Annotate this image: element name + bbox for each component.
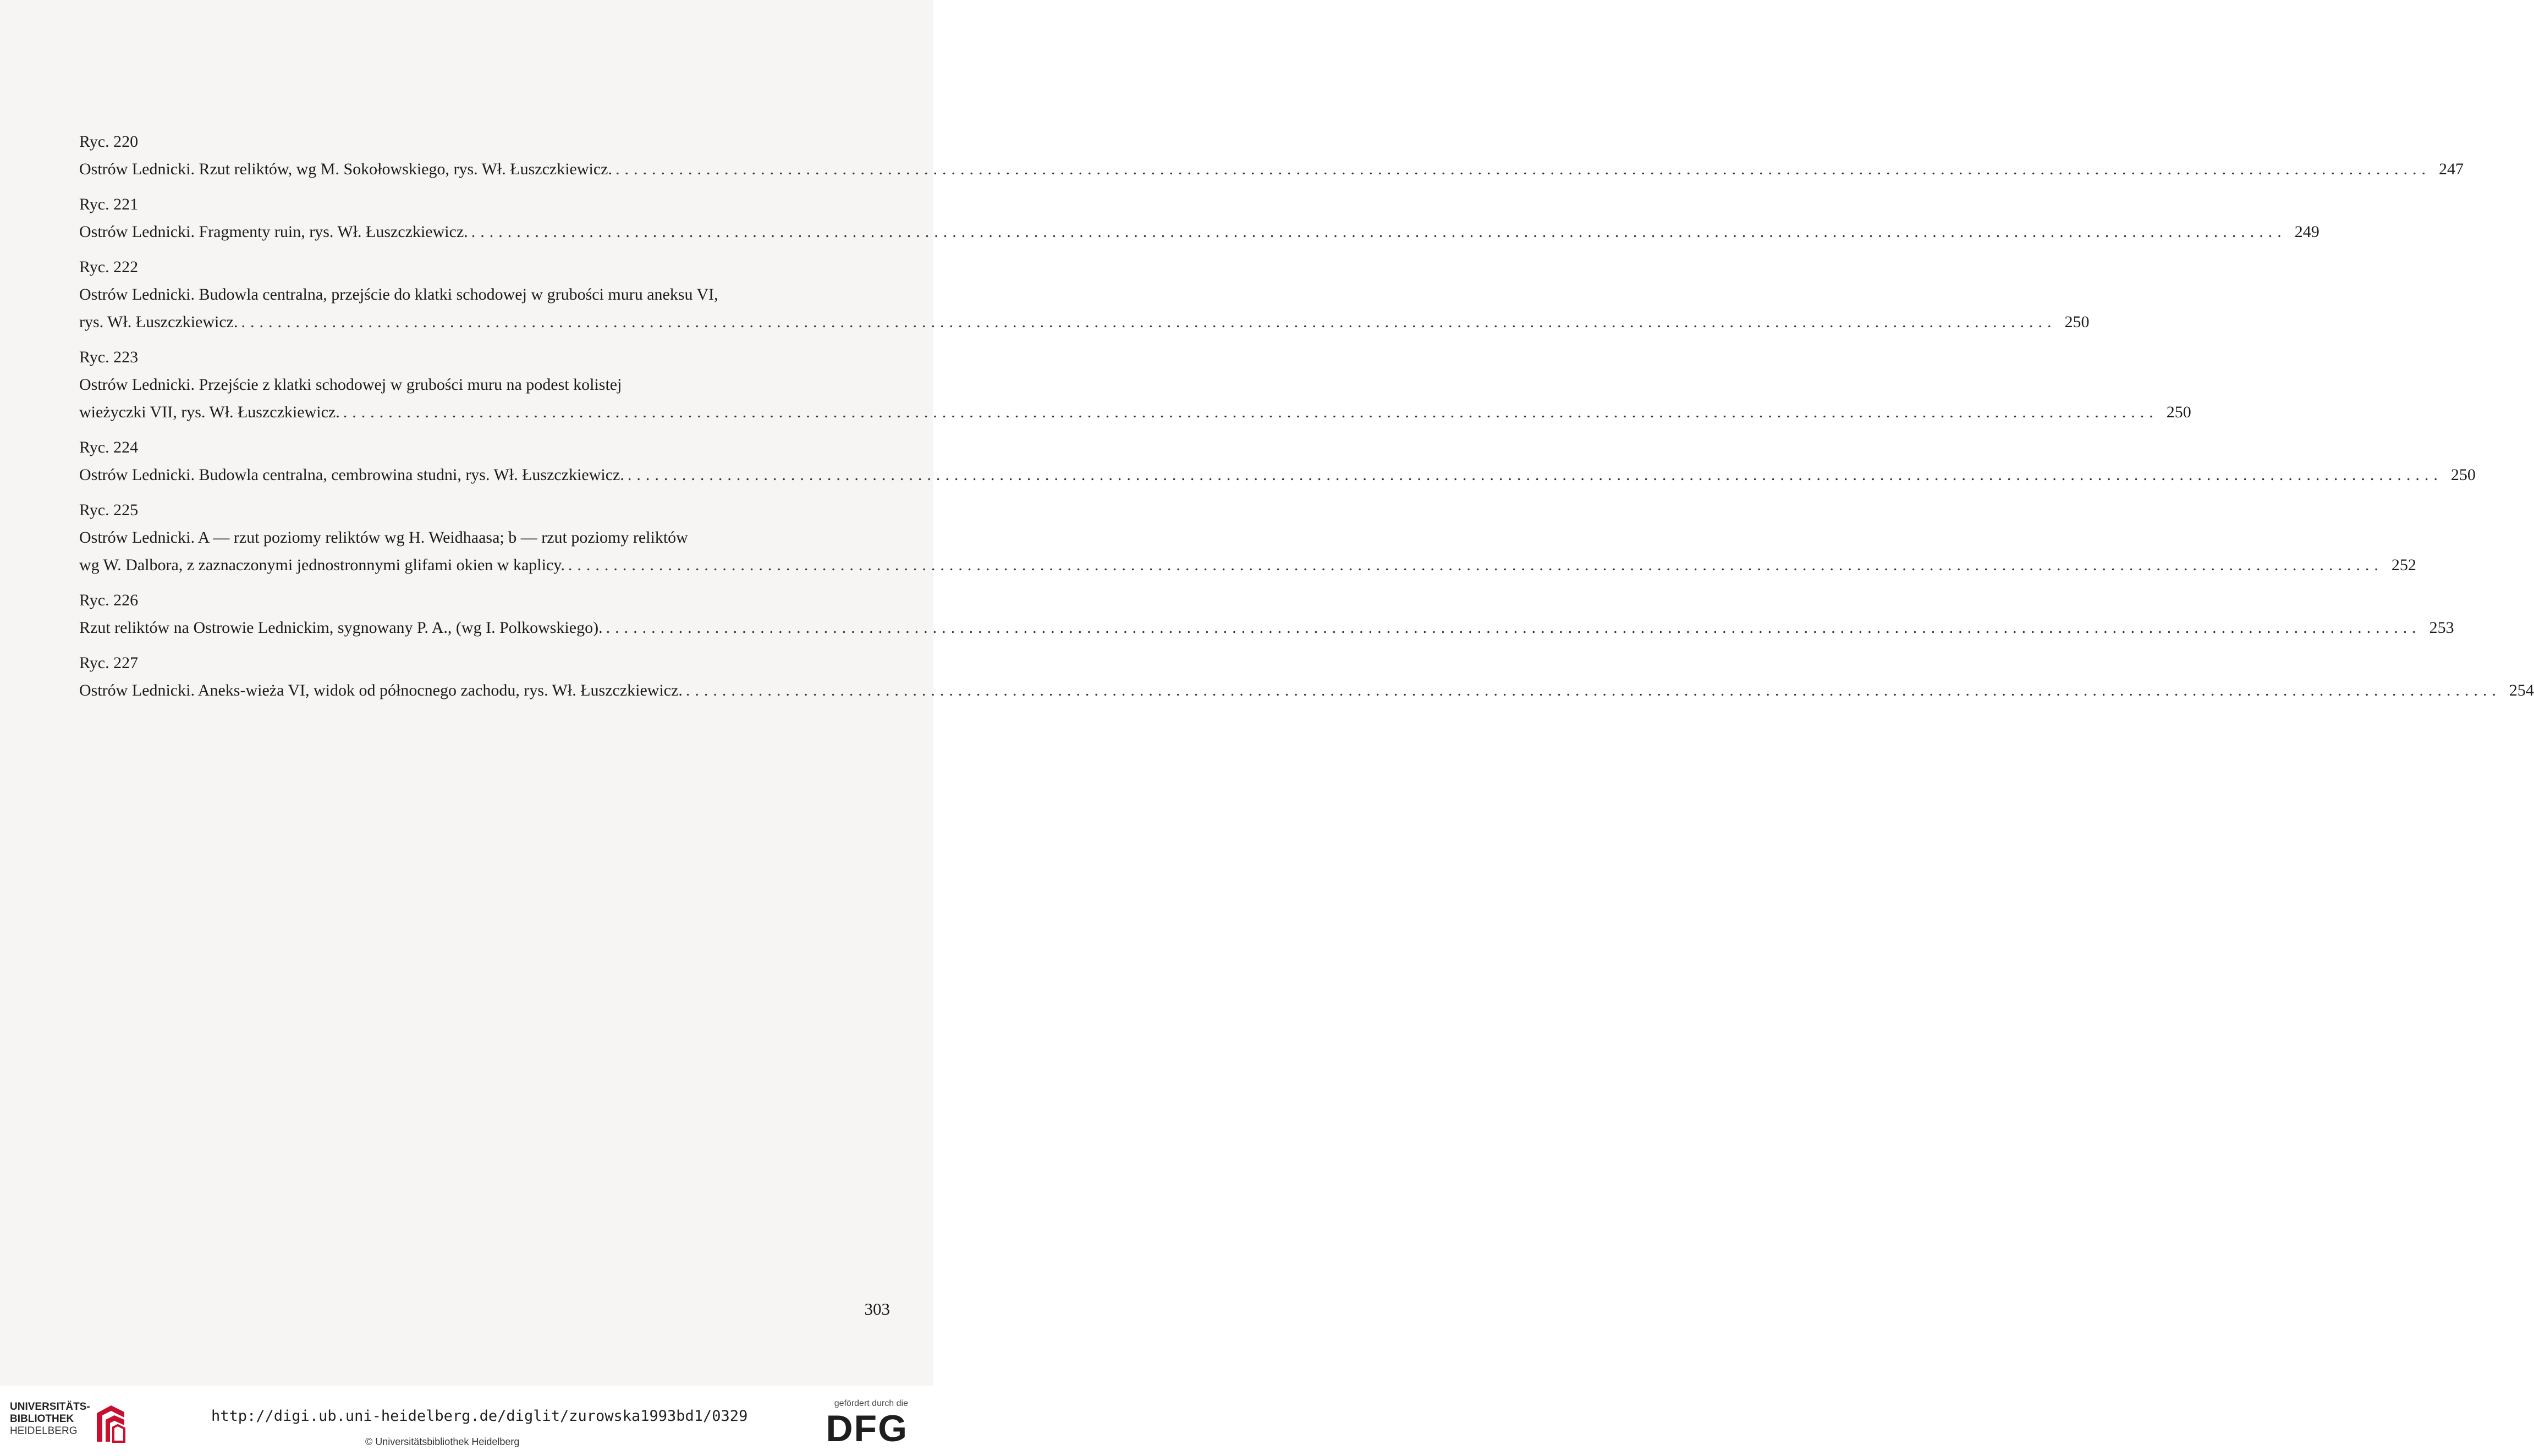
caption-entry: [79, 587, 2454, 642]
caption-text: Ostrów Lednicki. Rzut reliktów, wg M. Sokołowskiego, rys. Wł. Łuszczkiewicz.: [79, 160, 612, 178]
caption-line: [79, 524, 897, 551]
permalink-url[interactable]: http://digi.ub.uni-heidelberg.de/diglit/zurowska1993bd1/0329: [211, 1408, 748, 1425]
caption-entry: [79, 128, 2464, 183]
caption-entry: [79, 434, 2476, 489]
caption-page-ref: 249: [2294, 223, 2319, 241]
caption-text: Ostrów Lednicki. Budowla centralna, przejście do klatki schodowej w grubości muru aneksu VI,: [79, 285, 718, 304]
caption-entry: [79, 191, 2319, 246]
dot-leader: ........................................................................................................................................................................................................: [471, 223, 2286, 241]
library-mark-icon: [95, 1403, 127, 1443]
dot-leader: ........................................................................................................................................................................................................: [241, 313, 2057, 331]
caption-line: [79, 461, 2476, 489]
caption-text: Ostrów Lednicki. Fragmenty ruin, rys. Wł. Łuszczkiewicz.: [79, 223, 468, 241]
library-name-line2: BIBLIOTHEK: [10, 1413, 74, 1425]
figure-number: Ryc. 221: [79, 195, 139, 213]
figure-number: Ryc. 222: [79, 258, 139, 276]
figure-number: Ryc. 227: [79, 654, 139, 672]
figure-number: Ryc. 220: [79, 133, 139, 151]
university-library-logo: [10, 1401, 90, 1437]
caption-text: wg W. Dalbora, z zaznaczonymi jednostronnymi glifami okien w kaplicy.: [79, 556, 565, 574]
figure-number: Ryc. 226: [79, 591, 139, 609]
caption-line: [79, 371, 897, 399]
caption-page-ref: 252: [2391, 556, 2416, 574]
digitization-footer: [0, 1386, 933, 1456]
caption-entry: [79, 497, 2416, 579]
caption-text: Ostrów Lednicki. Aneks-wieża VI, widok od północnego zachodu, rys. Wł. Łuszczkiewicz.: [79, 681, 683, 699]
library-name-line1: UNIVERSITÄTS-: [10, 1401, 90, 1413]
caption-text: rys. Wł. Łuszczkiewicz.: [79, 313, 238, 331]
caption-line: [79, 614, 2454, 642]
dot-leader: ........................................................................................................................................................................................................: [606, 619, 2421, 637]
dfg-caption: gefördert durch die: [834, 1399, 908, 1408]
caption-page-ref: 250: [2166, 403, 2191, 421]
caption-line: [79, 551, 2416, 579]
caption-entry: [79, 253, 2090, 336]
dfg-logo-text: DFG: [826, 1408, 908, 1449]
caption-line: [79, 677, 2534, 704]
library-name-line3: HEIDELBERG: [10, 1425, 78, 1437]
page-number: 303: [864, 1299, 890, 1319]
caption-line: [79, 308, 2090, 336]
caption-text: Ostrów Lednicki. A — rzut poziomy reliktów wg H. Weidhaasa; b — rzut poziomy reliktów: [79, 528, 688, 547]
caption-text: Ostrów Lednicki. Przejście z klatki schodowej w grubości muru na podest kolistej: [79, 376, 622, 394]
caption-page-ref: 250: [2450, 466, 2476, 484]
caption-line: [79, 156, 2464, 183]
dot-leader: ........................................................................................................................................................................................................: [685, 681, 2501, 699]
caption-page-ref: 253: [2429, 619, 2454, 637]
caption-page-ref: 250: [2064, 313, 2090, 331]
copyright-notice: © Universitätsbibliothek Heidelberg: [365, 1436, 520, 1447]
caption-page-ref: 247: [2439, 160, 2464, 178]
dot-leader: ........................................................................................................................................................................................................: [615, 160, 2431, 178]
caption-entry: [79, 649, 2534, 704]
caption-line: [79, 399, 2191, 426]
dfg-funding-logo: [826, 1399, 908, 1448]
figure-number: Ryc. 225: [79, 501, 139, 519]
caption-text: Rzut reliktów na Ostrowie Lednickim, sygnowany P. A., (wg I. Polkowskiego).: [79, 619, 603, 637]
caption-text: Ostrów Lednicki. Budowla centralna, cembrowina studni, rys. Wł. Łuszczkiewicz.: [79, 466, 624, 484]
dot-leader: ........................................................................................................................................................................................................: [568, 556, 2383, 574]
figure-number: Ryc. 224: [79, 438, 139, 456]
caption-entry: [79, 344, 2191, 426]
caption-line: [79, 218, 2319, 246]
figure-number: Ryc. 223: [79, 348, 139, 366]
caption-text: wieżyczki VII, rys. Wł. Łuszczkiewicz.: [79, 403, 340, 421]
caption-page-ref: 254: [2509, 681, 2534, 699]
dot-leader: ........................................................................................................................................................................................................: [627, 466, 2443, 484]
figure-caption-list: [79, 128, 2534, 712]
dot-leader: ........................................................................................................................................................................................................: [343, 403, 2158, 421]
caption-line: [79, 281, 897, 308]
